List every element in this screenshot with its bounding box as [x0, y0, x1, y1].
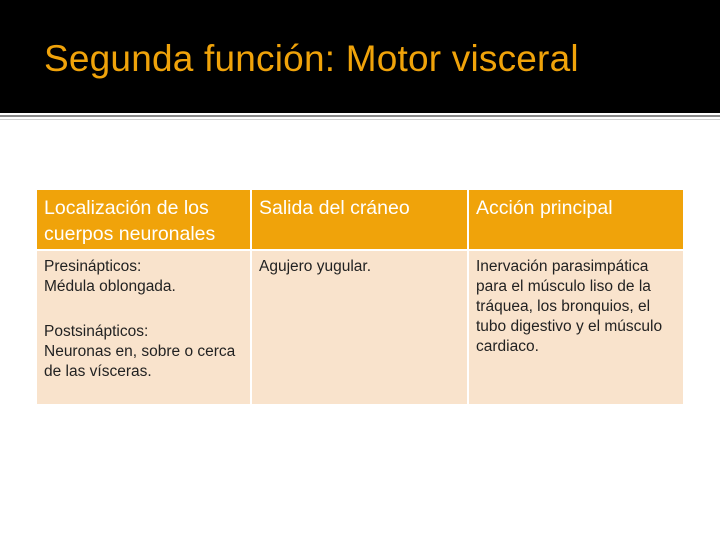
- cell-salida: Agujero yugular.: [252, 251, 469, 404]
- header-localizacion: Localización de los cuerpos neuronales: [37, 190, 252, 251]
- title-bar: [0, 0, 720, 113]
- cell-localizacion: [37, 251, 252, 404]
- header-salida: Salida del cráneo: [252, 190, 469, 251]
- cell-accion: Inervación parasimpática para el músculo liso de la tráquea, los bronquios, el tubo digestivo y el músculo cardiaco.: [469, 251, 683, 404]
- header-accion: Acción principal: [469, 190, 683, 251]
- postsinapticos-text: Neuronas en, sobre o cerca de las vísceras.: [44, 343, 236, 380]
- postsinapticos-label: Postsinápticos:: [44, 323, 149, 340]
- presinapticos-label: Presinápticos:: [44, 258, 142, 275]
- divider-line: [0, 115, 720, 117]
- divider-line-thin: [0, 119, 720, 120]
- presinapticos-text: Médula oblongada.: [44, 278, 176, 295]
- info-table: [37, 190, 683, 404]
- table-row: [37, 251, 683, 404]
- table-header-row: [37, 190, 683, 251]
- slide-title: Segunda función: Motor visceral: [44, 38, 579, 79]
